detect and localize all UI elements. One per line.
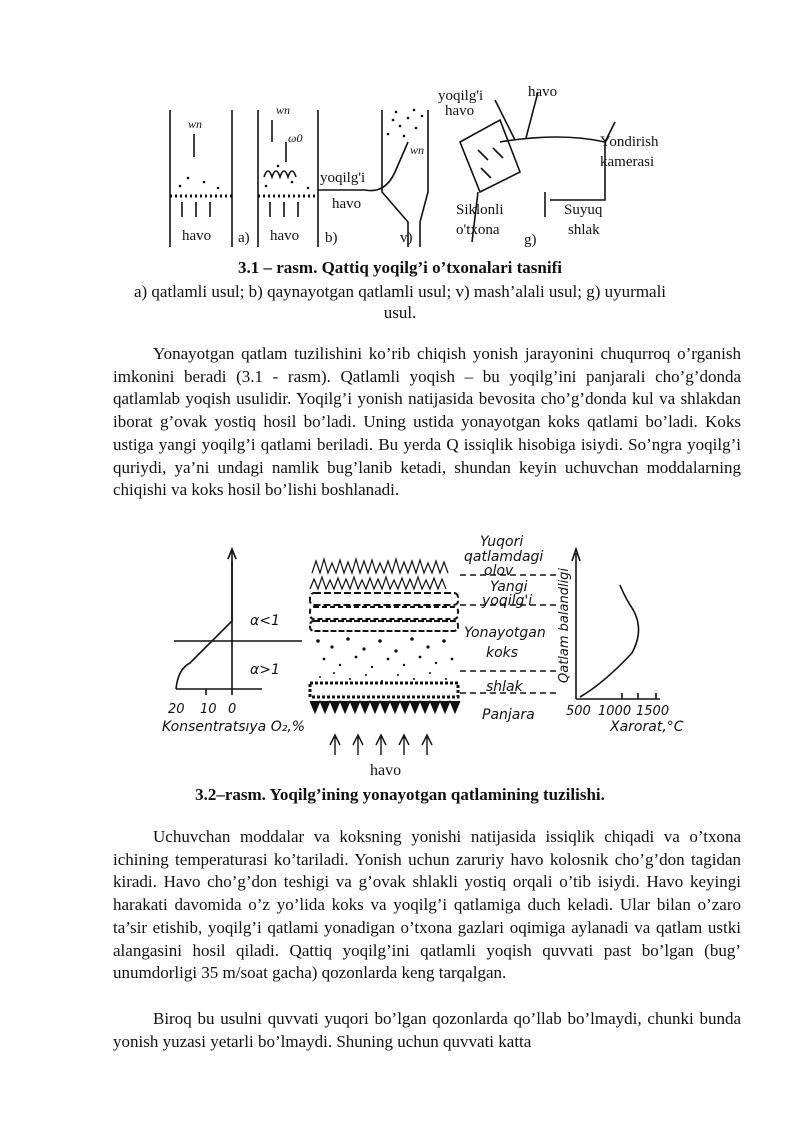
fig2-label-xarorat: Xarorat,°C (610, 719, 684, 735)
fig2-label-shlak: shlak (486, 679, 523, 695)
fig2-label-panjara: Panjara (482, 707, 535, 723)
fig2-label-qatlamdagi: qatlamdagi (464, 549, 544, 565)
fig2-tick-0: 0 (228, 702, 237, 717)
fig2-tick-1000: 1000 (598, 704, 632, 719)
fig1-label-yoqilgi-g: yoqilg'i (438, 88, 484, 104)
fig1-label-b: b) (325, 230, 338, 246)
fig2-tick-1500: 1500 (636, 704, 670, 719)
fig1-label-wn1: wп (188, 117, 203, 131)
fig2-label-qatlam-balandligi: Qatlam balandligi (557, 567, 572, 683)
fig1-label-siklonli: Siklonli (456, 202, 504, 218)
fig1-label-a: a) (238, 230, 250, 246)
fig2-label-alpha-lt: α<1 (250, 613, 280, 629)
paragraph-2: Uchuvchan moddalar va koksning yonishi natijasida issiqlik chiqadi va o’txona ichining temperaturasi ko’tariladi. Yonish uchun zaruriy havo kolosnik cho’g’don tagidan kiradi. Havo cho’g’don teshigi va g’ovak shlakli yostiq orqali o’tib isiydi. Havo keyingi harakati davomida o’z yo’lida koks va yoqilg’i qatlamiga duch keladi. Ular bilan o’zaro ta’sir etishib, yoqilg’i qatlami yonadigan o’txona gazlari oqimiga aylanadi va qatlam ustki alangasini hosil qiladi. Qattiq yoqilg’ini qatlamli yoqish quvvati past bo’lgan (bug’ unumdorligi 35 m/soat gacha) qozonlarda keng tarqalgan. (113, 827, 741, 983)
fig2-label-yangi: Yangi (490, 579, 528, 595)
figure-3-1-caption-line2: usul. (383, 303, 417, 322)
figure-3-1-caption-line1: a) qatlamli usul; b) qaynayotgan qatlamli usul; v) mash’alali usul; g) uyurmali (133, 282, 667, 301)
fig1-label-havo-g2: havo (528, 84, 558, 100)
fig1-label-havo-g1: havo (445, 103, 475, 119)
fig1-label-yoqilgi-v: yoqilg'i (320, 170, 366, 186)
fig2-label-olov: olov (484, 563, 514, 579)
fig2-label-koks: koks (486, 645, 519, 661)
fig1-label-w0: ω0 (288, 131, 303, 145)
paragraph-3: Biroq bu usulni quvvati yuqori bo’lgan qozonlarda qo’llab bo’lmaydi, chunki bunda yonish yuzasi yetarli bo’lmaydi. Shuning uchun quvvati katta (113, 1009, 741, 1051)
fig2-label-yoqilgi: yoqilg'i (482, 593, 533, 609)
fig2-label-yonayotgan: Yonayotgan (464, 625, 546, 641)
figure-3-1 (160, 82, 659, 252)
fig2-label-konsentratsiya: Konsentratsıya O₂,% (162, 719, 306, 735)
fig2-tick-500: 500 (566, 704, 591, 719)
fig1-label-havo-v: havo (332, 196, 362, 212)
figure-3-2 (160, 533, 684, 779)
fig2-tick-20: 20 (168, 702, 185, 717)
fig1-label-wv: wп (410, 143, 425, 157)
figure-3-1-title: 3.1 – rasm. Qattiq yoqilg’i o’txonalari tasnifi (238, 258, 562, 277)
fig1-label-yondirish: Yondirish (600, 134, 659, 150)
fig1-label-g: g) (524, 232, 537, 248)
paragraph-1: Yonayotgan qatlam tuzilishini ko’rib chiqish yonish jarayonini chuqurroq o’rganish imkonini beradi (3.1 - rasm). Qatlamli yoqish – bu yoqilg’ini panjarali cho’g’donda qatlamlab yoqish usulidir. Yoqilg’i yonish natijasida bevosita cho’g’donda kul va shlakdan iborat g’ovak yostiq hosil bo’ladi. Uning ustida yonayotgan koks qatlami bo’ladi. Koks ustiga yangi yoqilg’i qatlami beriladi. Bu yerda Q issiqlik hisobiga isiydi. So’ngra yoqilg’i quriydi, ya’ni undagi namlik bug’lanib ketadi, shundan keyin uchuvchan moddalarning chiqishi va koks hosil bo’lishi boshlanadi. (113, 344, 741, 500)
fig1-label-havo-a: havo (182, 228, 212, 244)
figure-3-2-title: 3.2–rasm. Yoqilg’ining yonayotgan qatlamining tuzilishi. (195, 785, 605, 804)
fig1-label-shlak: shlak (568, 222, 600, 238)
fig1-label-havo-b: havo (270, 228, 300, 244)
fig1-label-v: v) (400, 230, 413, 246)
fig2-label-havo: havo (370, 762, 402, 779)
fig2-tick-10: 10 (200, 702, 217, 717)
fig1-label-otxona: o'txona (456, 222, 500, 238)
fig1-label-wn2: wп (276, 103, 291, 117)
fig2-label-yuqori: Yuqori (480, 534, 524, 550)
fig1-label-suyuq: Suyuq (564, 202, 603, 218)
fig1-label-kamerasi: kamerasi (600, 154, 655, 170)
fig2-label-alpha-gt: α>1 (250, 662, 280, 678)
